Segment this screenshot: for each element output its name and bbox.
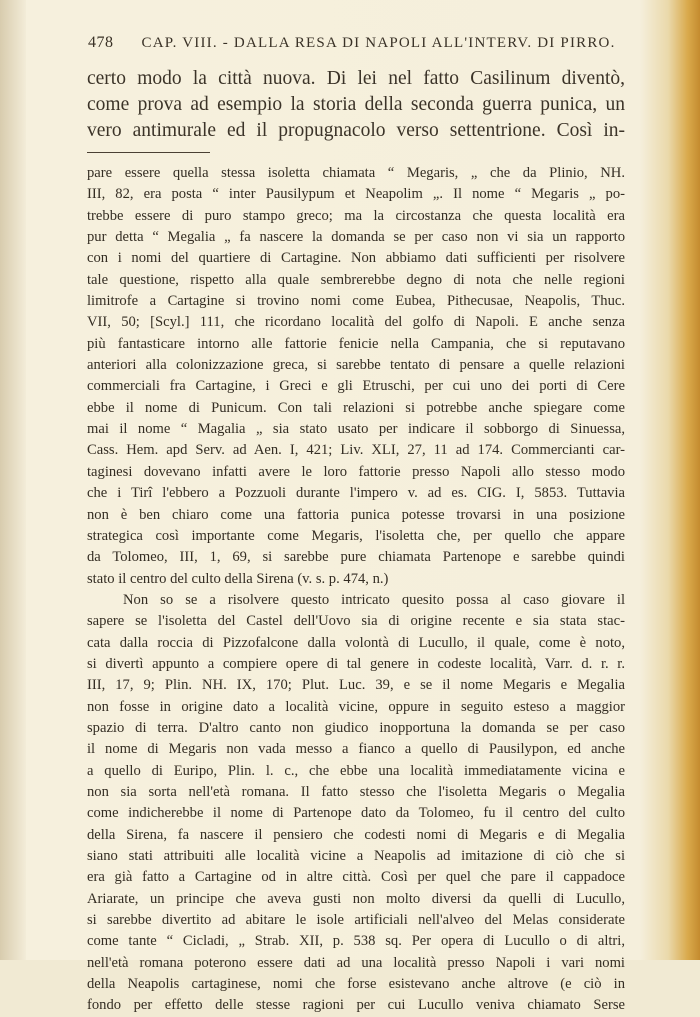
footnote-line: non fosse in origine dato a località vicine, oppure in seguito esteso a maggior [87,698,625,715]
footnote-line: III, 17, 9; Plin. NH. IX, 170; Plut. Luc. 39, e se il nome Megaris e Megalia [87,677,625,694]
main-text-line: vero antimurale ed il propugnacolo verso settentrione. Così in- [87,120,625,141]
footnote-line: strategica così importante come Megaris, l'isoletta che, per quello che appare [87,527,625,544]
footnote-line: siano stati attribuiti alle località vicine a Neapolis ad imitazione di ciò che si [87,848,625,864]
footnote-line: a quello di Euripo, Plin. l. c., che ebbe una località immediatamente vicina e [87,762,625,779]
footnote-line: era già fatto a Cartagine od in altre città. Così per quel che pare il cappadoce [87,869,625,886]
footnote-line: commerciali fra Cartagine, i Greci e gli Etruschi, per cui uno dei porti di Cere [87,378,625,395]
footnote-line: pur detta “ Megalia „ fa nascere la domanda se per caso non vi sia un rapporto [87,229,625,246]
footnote-line: VII, 50; [Scyl.] 111, che ricordano località del golfo di Napoli. E anche senza [87,314,625,331]
footnote-block [87,163,625,1017]
footnote-line: come tante “ Cicladi, „ Strab. XII, p. 538 sq. Per opera di Lucullo o di altri, [87,933,625,950]
footnote-line: tale questione, rispetto alla quale sembrerebbe degno di nota che nelle regioni [87,271,625,288]
footnote-separator [87,152,210,153]
footnote-line: della Sirena, fa nascere il pensiero che codesti nomi di Megaris e di Megalia [87,826,625,843]
footnote-line: con i nomi del quartiere di Cartagine. Non abbiamo dati sufficienti per risolvere [87,250,625,267]
footnote-line: non è ben chiaro come una fattoria punica potesse trovarsi in una posizione [87,506,625,523]
page-gutter-shadow [0,0,26,960]
footnote-line: sapere se l'isoletta del Castel dell'Uovo sia di origine recente e sia stata stac- [87,613,625,630]
footnote-line: limitrofe a Cartagine si trovino nomi come Eubea, Pithecusae, Neapolis, Thuc. [87,293,625,310]
footnote-line: il nome di Megaris non vada messo a fianco a quello di Pausilypon, ed anche [87,741,625,758]
footnote-line: mai il nome “ Magalia „ sia stato usato per indicare il sobborgo di Sinuessa, [87,421,625,438]
footnote-line: Ariarate, un principe che aveva gusti non molto diversi da quelli di Lucullo, [87,890,625,907]
footnote-paragraph-start: Non so se a risolvere questo intricato quesito possa al caso giovare il [123,591,625,608]
footnote-line: più fantasticare intorno alle fattorie fenicie nella Campania, che si reputavano [87,335,625,352]
main-text [87,66,625,144]
footnote-line: trebbe essere di puro stampo greco; ma la circostanza che questa località era [87,207,625,224]
main-text-line: come prova ad esempio la storia della seconda guerra punica, un [87,94,625,115]
running-title: CAP. VIII. - DALLA RESA DI NAPOLI ALL'INTERV. DI PIRRO. [141,35,616,51]
footnote-line: III, 82, era posta “ inter Pausilypum et Neapolim „. Il nome “ Megaris „ po- [87,186,625,203]
footnote-line: da Tolomeo, III, 1, 69, si sarebbe pure chiamata Partenope e sarebbe quindi [87,549,625,566]
footnote-line: come indicherebbe il nome di Partenope dato da Tolomeo, fu il centro del culto [87,805,625,822]
footnote-line: anteriori alla colonizzazione greca, si sarebbe tentato di pensare a quelle relazioni [87,357,625,374]
footnote-line: Cass. Hem. apd Serv. ad Aen. I, 421; Liv. XLI, 27, 11 ad 174. Commercianti car- [87,442,625,459]
footnote-line: si sarebbe divertito ad abitare le isole artificiali nell'alveo del Melas considerate [87,912,625,929]
footnote-line: non sia sorta nell'età romana. Il fatto stesso che l'isoletta Megaris o Megalia [87,783,625,800]
footnote-line: della Neapolis cartaginese, nomi che forse esistevano anche altrove (e ciò in [87,976,625,993]
footnote-line: nell'età romana poterono essere dati ad una località presso Napoli i vari nomi [87,954,625,971]
footnote-line: taginesi dovevano infatti avere le loro fattorie presso Napoli allo stesso modo [87,463,625,480]
main-text-line: certo modo la città nuova. Di lei nel fatto Casilinum diventò, [87,68,625,89]
footnote-line: fondo per effetto delle stesse ragioni per cui Lucullo veniva chiamato Serse [87,997,625,1014]
footnote-line: che i Tirî l'ebbero a Pozzuoli durante l'impero v. ad es. CIG. I, 5853. Tuttavia [87,485,625,502]
page-number: 478 [88,34,114,51]
footnote-line: spazio di terra. D'altro canto non giudico inopportuna la domanda se per caso [87,719,625,736]
footnote-line: cata dalla roccia di Pizzofalcone dalla volontà di Lucullo, il quale, come è noto, [87,634,625,651]
running-header [88,34,648,52]
footnote-line: si divertì appunto a compiere opere di tal genere in codeste località, Varr. d. r. r. [87,655,625,672]
footnote-line: ebbe il nome di Punicum. Con tali relazioni si potrebbe anche spiegare come [87,399,625,416]
footnote-line: stato il centro del culto della Sirena (v. s. p. 474, n.) [87,570,389,587]
footnote-line: pare essere quella stessa isoletta chiamata “ Megaris, „ che da Plinio, NH. [87,165,625,181]
